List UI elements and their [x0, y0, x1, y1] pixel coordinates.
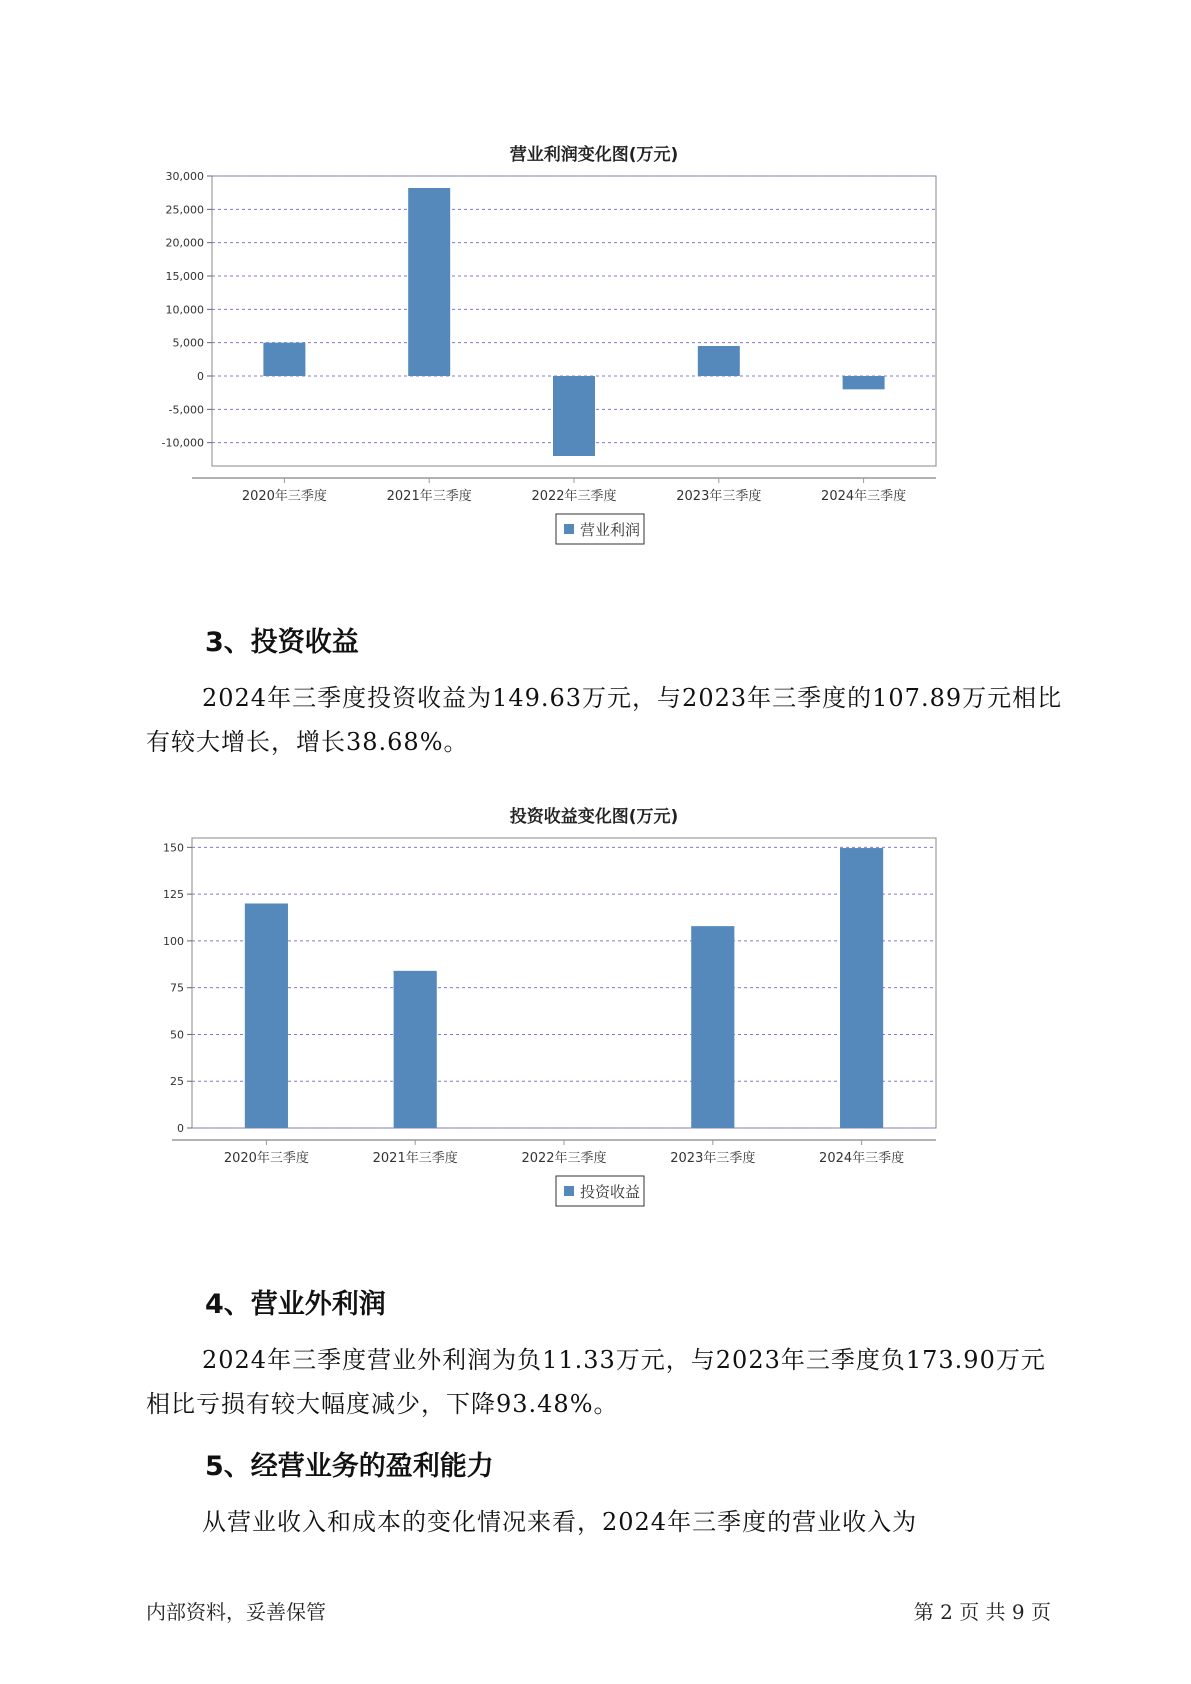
- bar: [691, 926, 734, 1128]
- bar: [394, 971, 437, 1128]
- legend-swatch: [564, 1186, 574, 1196]
- bar: [698, 346, 740, 376]
- legend-swatch: [564, 524, 574, 534]
- y-tick-label: 75: [170, 981, 184, 995]
- x-category-label: 2021年三季度: [372, 1151, 458, 1166]
- y-tick-label: -5,000: [168, 403, 204, 417]
- x-category-label: 2020年三季度: [241, 489, 327, 504]
- y-axis-ticks: [163, 841, 192, 1135]
- bar: [408, 188, 450, 376]
- bar: [843, 376, 885, 389]
- y-tick-label: 10,000: [165, 303, 204, 317]
- section-paragraph-5: 从营业收入和成本的变化情况来看，2024年三季度的营业收入为: [202, 1508, 918, 1536]
- x-axis-labels: [192, 478, 936, 504]
- bar: [553, 376, 595, 456]
- x-category-label: 2021年三季度: [386, 489, 472, 504]
- bars: [263, 188, 884, 456]
- section-heading-4: 4、营业外利润: [205, 1289, 386, 1320]
- legend-label: 营业利润: [580, 521, 641, 539]
- section-paragraph-3: 2024年三季度投资收益为149.63万元，与2023年三季度的107.89万元相比有较大增长，增长38.68%。: [146, 684, 1063, 756]
- x-axis-labels: [172, 1140, 936, 1166]
- x-category-label: 2024年三季度: [821, 489, 907, 504]
- chart-title: 投资收益变化图(万元): [509, 807, 679, 827]
- chart-legend: [556, 514, 644, 544]
- bar: [840, 848, 883, 1128]
- x-category-label: 2020年三季度: [223, 1151, 309, 1166]
- footer-page-number: 第 2 页 共 9 页: [913, 1600, 1051, 1624]
- x-category-label: 2022年三季度: [531, 489, 617, 504]
- x-category-label: 2023年三季度: [670, 1151, 756, 1166]
- chart-legend: [556, 1176, 644, 1206]
- y-tick-label: 0: [197, 370, 204, 383]
- section-heading-5: 5、经营业务的盈利能力: [205, 1451, 494, 1482]
- x-category-label: 2023年三季度: [676, 489, 762, 504]
- y-tick-label: 0: [177, 1122, 184, 1135]
- y-tick-label: 5,000: [172, 336, 204, 350]
- plot-frame: [192, 838, 936, 1128]
- x-category-label: 2024年三季度: [819, 1151, 905, 1166]
- bar: [245, 903, 288, 1128]
- y-tick-label: 25: [170, 1075, 184, 1089]
- y-tick-label: 50: [170, 1028, 184, 1042]
- x-category-label: 2022年三季度: [521, 1151, 607, 1166]
- y-tick-label: 15,000: [165, 270, 204, 283]
- chart-title: 营业利润变化图(万元): [509, 145, 679, 165]
- y-tick-label: 25,000: [165, 203, 204, 217]
- footer-confidential: 内部资料，妥善保管: [146, 1600, 326, 1624]
- investment-income-chart: [163, 792, 1030, 1252]
- chart-grid: [192, 838, 936, 1128]
- bar: [263, 343, 305, 376]
- operating-profit-chart: [161, 130, 1030, 590]
- section-heading-3: 3、投资收益: [205, 627, 359, 658]
- section-paragraph-4: 2024年三季度营业外利润为负11.33万元，与2023年三季度负173.90万元相比亏损有较大幅度减少，下降93.48%。: [146, 1346, 1046, 1418]
- y-tick-label: 150: [163, 841, 184, 855]
- y-axis-ticks: [162, 170, 212, 450]
- y-tick-label: -10,000: [161, 436, 204, 450]
- y-tick-label: 100: [163, 934, 184, 948]
- y-tick-label: 30,000: [165, 170, 204, 183]
- y-tick-label: 20,000: [165, 236, 204, 250]
- y-tick-label: 125: [163, 888, 184, 902]
- legend-label: 投资收益: [580, 1183, 641, 1201]
